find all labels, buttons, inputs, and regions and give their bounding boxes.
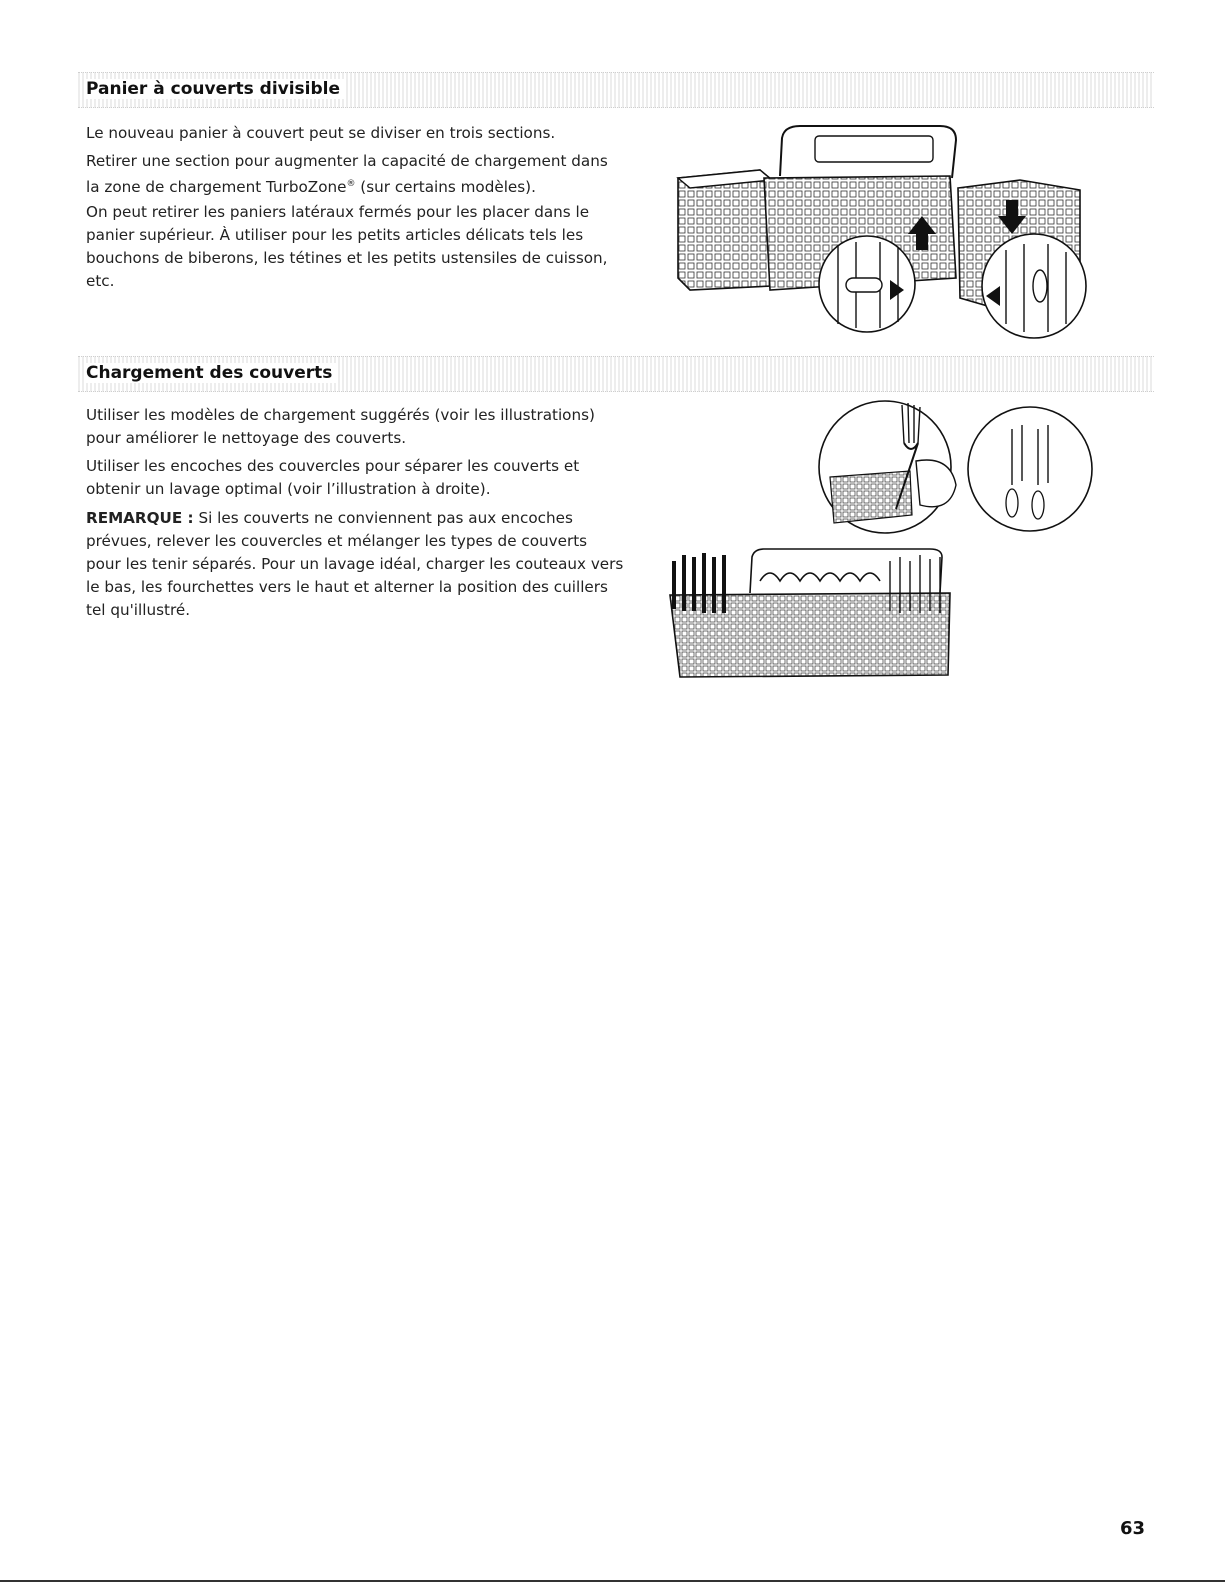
- note-label: REMARQUE :: [86, 509, 194, 527]
- cutlery-loading-illustration: [660, 385, 1120, 685]
- paragraph-side-baskets: On peut retirer les paniers latéraux fermés pour les placer dans le panier supérieur. À utiliser pour les petits articles délicats tels les bouchons de biberons, les tétines et les petits ustensiles de cuisson, etc.: [86, 203, 608, 290]
- paragraph-cover-slots: Utiliser les encoches des couvercles pour séparer les couverts et obtenir un lavage optimal (voir l’illustration à droite).: [86, 457, 580, 498]
- section-header-panier: [78, 72, 1154, 108]
- registered-mark: ®: [346, 179, 356, 189]
- paragraph-note: [86, 507, 626, 622]
- page-number: 63: [1120, 1518, 1146, 1539]
- divisible-basket-illustration: [660, 118, 1100, 358]
- paragraph-turbozone: [86, 150, 626, 199]
- paragraph-intro: Le nouveau panier à couvert peut se diviser en trois sections.: [86, 124, 556, 142]
- bottom-rule: [0, 1580, 1225, 1582]
- note-text: Si les couverts ne conviennent pas aux encoches prévues, relever les couvercles et mélanger les types de couverts pour les tenir séparés. Pour un lavage idéal, charger les couteaux vers le bas, les fourchettes vers le haut et alterner la position des cuillers tel qu'illustré.: [86, 509, 624, 619]
- paragraph-turbozone-text: Retirer une section pour augmenter la capacité de chargement dans la zone de chargement TurboZone: [86, 152, 608, 197]
- section-title-panier: Panier à couverts divisible: [86, 79, 346, 99]
- paragraph-turbozone-suffix: (sur certains modèles).: [360, 178, 536, 197]
- section-title-chargement: Chargement des couverts: [86, 363, 338, 383]
- paragraph-load-patterns: Utiliser les modèles de chargement suggérés (voir les illustrations) pour améliorer le nettoyage des couverts.: [86, 406, 595, 447]
